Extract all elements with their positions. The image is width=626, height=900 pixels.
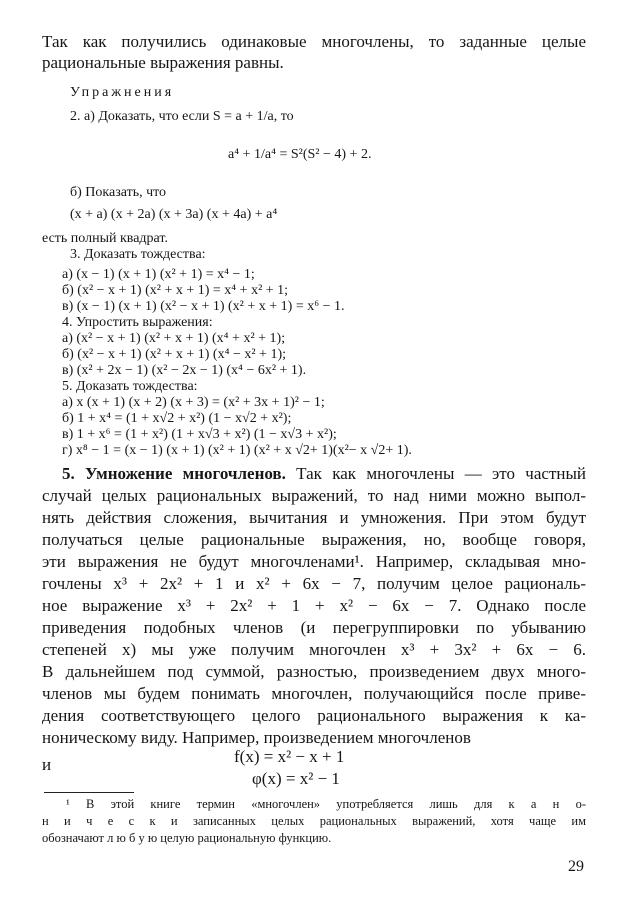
section-line: нять действия сложения, вычитания и умножения. При этом будут	[42, 508, 586, 527]
exercise-2b: б) Показать, что	[70, 185, 167, 200]
section-line: дения соответствующего целого рационального выражения к ка-	[42, 706, 586, 725]
exercise-3-item: б) (x² − x + 1) (x² + x + 1) = x⁴ + x² + 1;	[62, 283, 289, 298]
exercise-3-title: 3. Доказать тождества:	[70, 247, 206, 262]
footnote-line: ¹ В этой книге термин «многочлен» употребляется лишь для к а н о-	[66, 797, 586, 811]
section-heading: 5. Умножение многочленов.	[62, 464, 286, 483]
exercise-5-item: в) 1 + x⁶ = (1 + x²) (1 + x√3 + x²) (1 − x√3 + x²);	[62, 427, 337, 442]
section-line: случай целых рациональных выражений, то над ними можно выпол-	[42, 486, 586, 505]
exercise-3-item: в) (x − 1) (x + 1) (x² − x + 1) (x² + x + 1) = x⁶ − 1.	[62, 299, 345, 314]
section-first-line	[62, 465, 586, 482]
section-line: эти выражения не будут многочленами¹. Например, складывая мно-	[42, 552, 586, 571]
section-line: членов мы будем понимать многочлен, получающийся после приве-	[42, 684, 586, 703]
f-formula: f(x) = x² − x + 1	[234, 747, 345, 766]
exercise-2b-tail: есть полный квадрат.	[42, 231, 168, 246]
section-line: ное выражение x³ + 2x² + 1 + x² − 6x − 7. Однако после	[42, 596, 586, 615]
exercise-4-item: в) (x² + 2x − 1) (x² − 2x − 1) (x⁴ − 6x² + 1).	[62, 363, 307, 378]
exercises-title: Упражнения	[70, 85, 175, 100]
exercise-2a-formula: a⁴ + 1/a⁴ = S²(S² − 4) + 2.	[228, 147, 372, 162]
section-line: гочлены x³ + 2x² + 1 и x² + 6x − 7, получим целое рациональ-	[42, 574, 586, 593]
exercise-5-item: а) x (x + 1) (x + 2) (x + 3) = (x² + 3x + 1)² − 1;	[62, 395, 325, 410]
footnote-rule	[44, 792, 134, 793]
phi-formula: φ(x) = x² − 1	[252, 769, 340, 788]
section-line: ноническому виду. Например, произведением многочленов	[42, 728, 471, 747]
exercise-5-title: 5. Доказать тождества:	[62, 379, 198, 394]
section-line: получаться целые рациональные выражения, но, вообще говоря,	[42, 530, 586, 549]
exercise-5-item: б) 1 + x⁴ = (1 + x√2 + x²) (1 − x√2 + x²);	[62, 411, 292, 426]
footnote-line: обозначают л ю б у ю целую рациональную функцию.	[42, 831, 332, 845]
and-word: и	[42, 755, 52, 774]
exercise-4-item: а) (x² − x + 1) (x² + x + 1) (x⁴ + x² + 1);	[62, 331, 286, 346]
exercise-2b-formula: (x + a) (x + 2a) (x + 3a) (x + 4a) + a⁴	[70, 207, 278, 222]
section-line: В дальнейшем под суммой, разностью, произведением двух много-	[42, 662, 586, 681]
section-first-rest: Так как многочлены — это частный	[285, 464, 586, 483]
exercise-5-item: г) x⁸ − 1 = (x − 1) (x + 1) (x² + 1) (x² + x √2+ 1)(x²− x √2+ 1).	[62, 443, 412, 458]
exercise-3-item: а) (x − 1) (x + 1) (x² + 1) = x⁴ − 1;	[62, 267, 255, 282]
intro-line: Так как получились одинаковые многочлены, то заданные целые	[42, 32, 586, 51]
exercise-2a: 2. а) Доказать, что если S = a + 1/a, то	[70, 109, 294, 124]
exercise-4-title: 4. Упростить выражения:	[62, 315, 213, 330]
exercise-4-item: б) (x² − x + 1) (x² + x + 1) (x⁴ − x² + 1);	[62, 347, 286, 362]
page-number: 29	[568, 858, 584, 875]
intro-line: рациональные выражения равны.	[42, 53, 284, 72]
section-line: приведения подобных членов (и перегруппировки по убыванию	[42, 618, 586, 637]
footnote-line: н и ч е с к и записанных целых рациональных выражений, хотя чаще им	[42, 814, 586, 828]
section-line: степеней x) мы уже получим многочлен x³ + 3x² + 6x − 6.	[42, 640, 586, 659]
